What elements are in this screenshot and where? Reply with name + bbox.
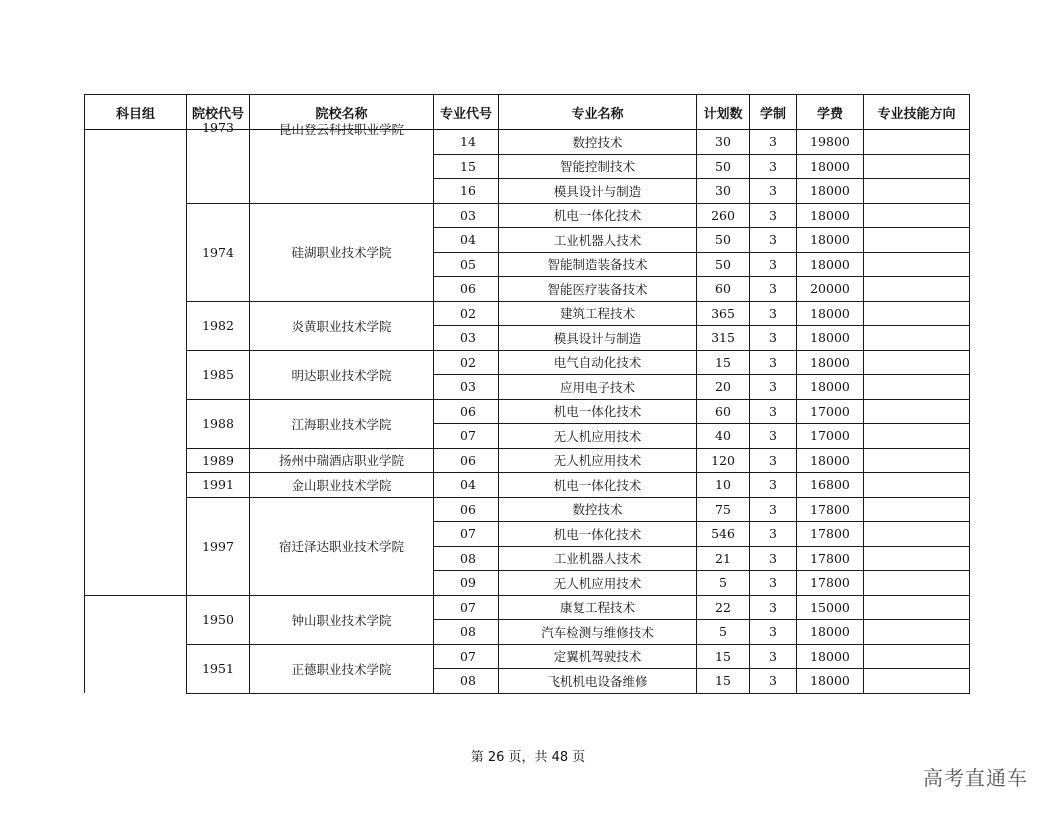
skill-direction-cell — [864, 301, 970, 326]
skill-direction-cell — [864, 424, 970, 449]
school-name-cell: 宿迁泽达职业技术学院 — [250, 497, 434, 595]
major-name-cell: 模具设计与制造 — [499, 179, 697, 204]
plan-count-cell: 120 — [697, 448, 750, 473]
study-years-cell: 3 — [750, 301, 797, 326]
major-name-cell: 建筑工程技术 — [499, 301, 697, 326]
major-name-cell: 工业机器人技术 — [499, 546, 697, 571]
skill-direction-cell — [864, 497, 970, 522]
study-years-cell: 3 — [750, 473, 797, 498]
major-name-cell: 机电一体化技术 — [499, 399, 697, 424]
major-code-cell: 16 — [434, 179, 499, 204]
skill-direction-cell — [864, 595, 970, 620]
plan-count-cell: 15 — [697, 669, 750, 694]
skill-direction-cell — [864, 252, 970, 277]
header-skill-direction: 专业技能方向 — [864, 95, 970, 130]
major-code-cell: 09 — [434, 571, 499, 596]
major-code-cell: 05 — [434, 252, 499, 277]
tuition-cell: 17800 — [797, 522, 864, 547]
plan-count-cell: 15 — [697, 644, 750, 669]
tuition-cell: 20000 — [797, 277, 864, 302]
study-years-cell: 3 — [750, 448, 797, 473]
major-name-cell: 无人机应用技术 — [499, 571, 697, 596]
skill-direction-cell — [864, 571, 970, 596]
study-years-cell: 3 — [750, 154, 797, 179]
study-years-cell: 3 — [750, 644, 797, 669]
major-code-cell: 03 — [434, 326, 499, 351]
skill-direction-cell — [864, 473, 970, 498]
school-name-cell: 炎黄职业技术学院 — [250, 301, 434, 350]
tuition-cell: 18000 — [797, 350, 864, 375]
table-row — [85, 399, 970, 424]
major-name-cell: 智能医疗装备技术 — [499, 277, 697, 302]
tuition-cell: 18000 — [797, 644, 864, 669]
tuition-cell: 18000 — [797, 375, 864, 400]
major-name-cell: 飞机机电设备维修 — [499, 669, 697, 694]
plan-count-cell: 50 — [697, 228, 750, 253]
header-study-years: 学制 — [750, 95, 797, 130]
plan-count-cell: 260 — [697, 203, 750, 228]
table-row — [85, 497, 970, 522]
study-years-cell: 3 — [750, 669, 797, 694]
page-number-footer: 第 26 页，共 48 页 — [470, 750, 586, 765]
plan-count-cell: 10 — [697, 473, 750, 498]
tuition-cell: 18000 — [797, 669, 864, 694]
table-row — [85, 448, 970, 473]
major-code-cell: 04 — [434, 228, 499, 253]
school-code-cell: 1985 — [187, 350, 250, 399]
skill-direction-cell — [864, 399, 970, 424]
tuition-cell: 17000 — [797, 424, 864, 449]
skill-direction-cell — [864, 448, 970, 473]
school-name-cell: 扬州中瑞酒店职业学院 — [250, 448, 434, 473]
skill-direction-cell — [864, 546, 970, 571]
major-name-cell: 机电一体化技术 — [499, 473, 697, 498]
tuition-cell: 18000 — [797, 228, 864, 253]
tuition-cell: 18000 — [797, 301, 864, 326]
school-name-cell: 江海职业技术学院 — [250, 399, 434, 448]
school-code-cell: 1988 — [187, 399, 250, 448]
study-years-cell: 3 — [750, 326, 797, 351]
plan-count-cell: 40 — [697, 424, 750, 449]
major-name-cell: 数控技术 — [499, 130, 697, 155]
school-code-cell: 1982 — [187, 301, 250, 350]
plan-count-cell: 5 — [697, 571, 750, 596]
study-years-cell: 3 — [750, 571, 797, 596]
table-row — [85, 301, 970, 326]
school-code-cell — [187, 120, 250, 204]
major-name-cell: 智能制造装备技术 — [499, 252, 697, 277]
study-years-cell: 3 — [750, 424, 797, 449]
school-name-cell: 正德职业技术学院 — [250, 644, 434, 693]
major-code-cell: 06 — [434, 399, 499, 424]
major-code-cell: 04 — [434, 473, 499, 498]
header-subject-group: 科目组 — [85, 95, 187, 130]
table-row — [85, 130, 970, 155]
study-years-cell: 3 — [750, 228, 797, 253]
study-years-cell: 3 — [750, 595, 797, 620]
table-row — [85, 350, 970, 375]
plan-count-cell: 60 — [697, 277, 750, 302]
skill-direction-cell — [864, 203, 970, 228]
plan-count-cell: 20 — [697, 375, 750, 400]
table-row — [85, 595, 970, 620]
tuition-cell: 17800 — [797, 497, 864, 522]
table-row — [85, 644, 970, 669]
study-years-cell: 3 — [750, 399, 797, 424]
major-code-cell: 07 — [434, 644, 499, 669]
header-plan-count: 计划数 — [697, 95, 750, 130]
skill-direction-cell — [864, 350, 970, 375]
major-code-cell: 15 — [434, 154, 499, 179]
subject-group-cell — [85, 595, 187, 693]
tuition-cell: 17000 — [797, 399, 864, 424]
subject-group-cell — [85, 130, 187, 596]
skill-direction-cell — [864, 522, 970, 547]
major-code-cell: 02 — [434, 301, 499, 326]
plan-count-cell: 30 — [697, 179, 750, 204]
school-name-cell: 明达职业技术学院 — [250, 350, 434, 399]
major-name-cell: 无人机应用技术 — [499, 424, 697, 449]
skill-direction-cell — [864, 228, 970, 253]
major-name-cell: 定翼机驾驶技术 — [499, 644, 697, 669]
school-code-cell: 1991 — [187, 473, 250, 498]
header-tuition: 学费 — [797, 95, 864, 130]
tuition-cell: 18000 — [797, 448, 864, 473]
tuition-cell: 19800 — [797, 130, 864, 155]
study-years-cell: 3 — [750, 375, 797, 400]
tuition-cell: 18000 — [797, 252, 864, 277]
school-code-cell: 1997 — [187, 497, 250, 595]
major-code-cell: 03 — [434, 375, 499, 400]
tuition-cell: 17800 — [797, 571, 864, 596]
major-name-cell: 工业机器人技术 — [499, 228, 697, 253]
major-name-cell: 机电一体化技术 — [499, 522, 697, 547]
watermark-logo-text: 高考直通车 — [923, 766, 1028, 790]
skill-direction-cell — [864, 179, 970, 204]
plan-count-cell: 50 — [697, 252, 750, 277]
study-years-cell: 3 — [750, 497, 797, 522]
skill-direction-cell — [864, 277, 970, 302]
skill-direction-cell — [864, 326, 970, 351]
study-years-cell: 3 — [750, 252, 797, 277]
major-name-cell: 康复工程技术 — [499, 595, 697, 620]
study-years-cell: 3 — [750, 546, 797, 571]
admission-plan-table — [84, 94, 970, 694]
skill-direction-cell — [864, 669, 970, 694]
major-name-cell: 模具设计与制造 — [499, 326, 697, 351]
school-name-cell: 硅湖职业技术学院 — [250, 203, 434, 301]
major-name-cell: 无人机应用技术 — [499, 448, 697, 473]
school-code-cell: 1951 — [187, 644, 250, 693]
plan-count-cell: 22 — [697, 595, 750, 620]
major-code-cell: 08 — [434, 620, 499, 645]
tuition-cell: 15000 — [797, 595, 864, 620]
major-code-cell: 07 — [434, 522, 499, 547]
major-code-cell: 07 — [434, 424, 499, 449]
major-name-cell: 数控技术 — [499, 497, 697, 522]
major-name-cell: 汽车检测与维修技术 — [499, 620, 697, 645]
plan-count-cell: 30 — [697, 130, 750, 155]
study-years-cell: 3 — [750, 350, 797, 375]
school-name-cell: 钟山职业技术学院 — [250, 595, 434, 644]
school-code-text: 1973 — [202, 120, 234, 135]
major-name-cell: 智能控制技术 — [499, 154, 697, 179]
skill-direction-cell — [864, 644, 970, 669]
major-code-cell: 03 — [434, 203, 499, 228]
study-years-cell: 3 — [750, 522, 797, 547]
tuition-cell: 18000 — [797, 154, 864, 179]
table-body — [85, 120, 970, 694]
plan-count-cell: 21 — [697, 546, 750, 571]
study-years-cell: 3 — [750, 620, 797, 645]
header-major-name: 专业名称 — [499, 95, 697, 130]
plan-count-cell: 60 — [697, 399, 750, 424]
major-name-cell: 机电一体化技术 — [499, 203, 697, 228]
school-code-cell: 1974 — [187, 203, 250, 301]
school-code-cell: 1950 — [187, 595, 250, 644]
tuition-cell: 18000 — [797, 326, 864, 351]
admission-plan-table-container — [84, 94, 969, 697]
tuition-cell: 16800 — [797, 473, 864, 498]
major-code-cell: 08 — [434, 546, 499, 571]
plan-count-cell: 546 — [697, 522, 750, 547]
study-years-cell: 3 — [750, 179, 797, 204]
major-code-cell: 14 — [434, 130, 499, 155]
study-years-cell: 3 — [750, 130, 797, 155]
major-name-cell: 应用电子技术 — [499, 375, 697, 400]
plan-count-cell: 315 — [697, 326, 750, 351]
school-name-cell — [250, 122, 434, 204]
header-school-name: 院校名称 — [250, 95, 434, 130]
skill-direction-cell — [864, 620, 970, 645]
school-name-text: 昆山登云科技职业学院 — [278, 122, 404, 137]
study-years-cell: 3 — [750, 203, 797, 228]
school-name-cell: 金山职业技术学院 — [250, 473, 434, 498]
header-major-code: 专业代号 — [434, 95, 499, 130]
major-code-cell: 06 — [434, 277, 499, 302]
table-row — [85, 473, 970, 498]
header-school-code: 院校代号 — [187, 95, 250, 130]
school-code-cell: 1989 — [187, 448, 250, 473]
tuition-cell: 18000 — [797, 179, 864, 204]
major-code-cell: 07 — [434, 595, 499, 620]
plan-count-cell: 50 — [697, 154, 750, 179]
major-code-cell: 08 — [434, 669, 499, 694]
plan-count-cell: 75 — [697, 497, 750, 522]
skill-direction-cell — [864, 130, 970, 155]
major-name-cell: 电气自动化技术 — [499, 350, 697, 375]
major-code-cell: 06 — [434, 497, 499, 522]
table-row — [85, 203, 970, 228]
plan-count-cell: 365 — [697, 301, 750, 326]
study-years-cell: 3 — [750, 277, 797, 302]
plan-count-cell: 5 — [697, 620, 750, 645]
plan-count-cell: 15 — [697, 350, 750, 375]
tuition-cell: 18000 — [797, 203, 864, 228]
major-code-cell: 02 — [434, 350, 499, 375]
skill-direction-cell — [864, 154, 970, 179]
tuition-cell: 17800 — [797, 546, 864, 571]
major-code-cell: 06 — [434, 448, 499, 473]
skill-direction-cell — [864, 375, 970, 400]
tuition-cell: 18000 — [797, 620, 864, 645]
